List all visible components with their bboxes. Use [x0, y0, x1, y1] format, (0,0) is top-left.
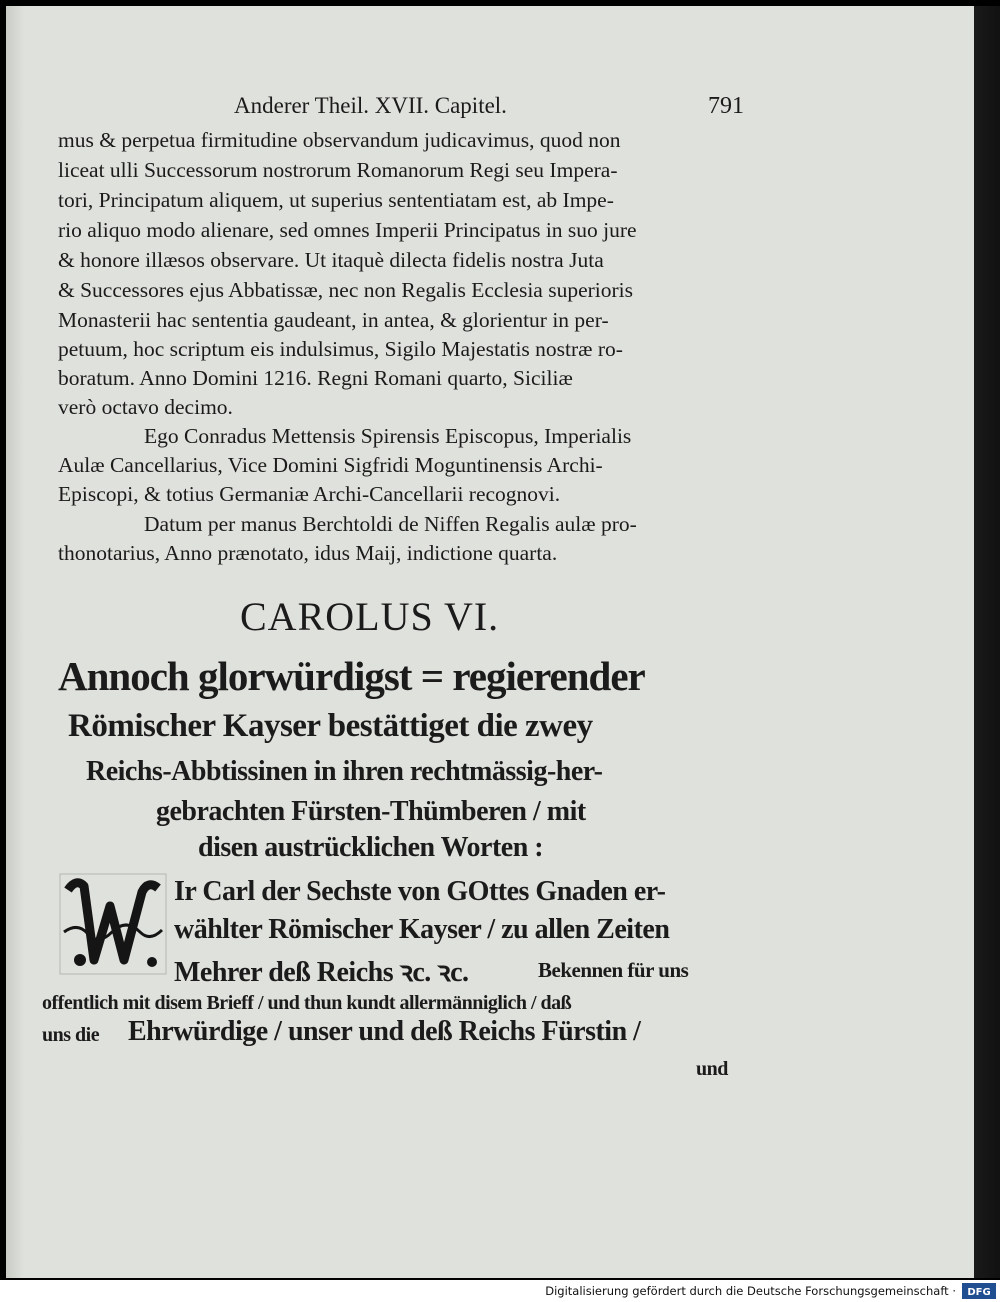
- running-head: Anderer Theil. XVII. Capitel.: [234, 93, 507, 118]
- heading-line-5: disen austrücklichen Worten :: [198, 832, 544, 863]
- dropcap-letter: W: [104, 948, 122, 968]
- latin-line-12: Aulæ Cancellarius, Vice Domini Sigfridi Moguntinensis Archi-: [58, 453, 603, 477]
- latin-line-7: Monasterii hac sententia gaudeant, in antea, & glorientur in per-: [58, 308, 609, 332]
- ornamental-initial-w: [58, 872, 168, 976]
- latin-line-5: & honore illæsos observare. Ut itaquè dilecta fidelis nostra Juta: [58, 248, 604, 272]
- body-line-1: Ir Carl der Sechste von GOttes Gnaden er-: [174, 876, 666, 907]
- latin-line-10: verò octavo decimo.: [58, 395, 233, 419]
- body-line-3a: Mehrer deß Reichs ꝛc. ꝛc.: [174, 957, 469, 988]
- latin-line-1: mus & perpetua firmitudine observandum judicavimus, quod non: [58, 128, 621, 152]
- scanned-page: [6, 6, 974, 1278]
- body-line-2: wählter Römischer Kayser / zu allen Zeiten: [174, 914, 670, 945]
- body-line-5a: uns die: [42, 1024, 100, 1046]
- footer-bar: [0, 1280, 1000, 1302]
- latin-line-13: Episcopi, & totius Germaniæ Archi-Cancellarii recognovi.: [58, 482, 561, 506]
- latin-line-15: thonotarius, Anno prænotato, idus Maij, indictione quarta.: [58, 541, 558, 565]
- latin-line-8: petuum, hoc scriptum eis indulsimus, Sigilo Majestatis nostræ ro-: [58, 337, 623, 361]
- latin-line-9: boratum. Anno Domini 1216. Regni Romani quarto, Siciliæ: [58, 366, 573, 390]
- body-line-3b: Bekennen für uns: [538, 958, 689, 982]
- page-number: 791: [708, 93, 744, 119]
- latin-line-3: tori, Principatum aliquem, ut superius sententiatam est, ab Impe-: [58, 188, 614, 212]
- catchword: und: [696, 1058, 728, 1080]
- latin-line-14: Datum per manus Berchtoldi de Niffen Regalis aulæ pro-: [144, 512, 637, 536]
- heading-line-3: Reichs-Abbtissinen in ihren rechtmässig-her-: [86, 756, 603, 787]
- latin-line-2: liceat ulli Successorum nostrorum Romanorum Regi seu Impera-: [58, 158, 618, 182]
- book-spine-edge: [974, 6, 1000, 1278]
- heading-line-4: gebrachten Fürsten-Thümberen / mit: [156, 796, 586, 827]
- dfg-logo: [962, 1283, 996, 1299]
- dfg-logo-text: DFG: [967, 1287, 991, 1298]
- latin-line-4: rio aliquo modo alienare, sed omnes Imperii Principatus in suo jure: [58, 218, 637, 242]
- body-line-4: offentlich mit disem Brieff / und thun kundt allermänniglich / daß: [42, 992, 572, 1014]
- heading-line-1: Annoch glorwürdigst = regierender: [58, 653, 645, 699]
- body-line-5b: Ehrwürdige / unser und deß Reichs Fürstin /: [128, 1016, 641, 1047]
- latin-line-6: & Successores ejus Abbatissæ, nec non Regalis Ecclesia superioris: [58, 278, 634, 302]
- funding-notice: Digitalisierung gefördert durch die Deutsche Forschungsgemeinschaft ·: [545, 1284, 956, 1298]
- section-title: CAROLUS VI.: [240, 594, 500, 639]
- heading-line-2: Römischer Kayser bestättiget die zwey: [68, 708, 593, 744]
- latin-line-11: Ego Conradus Mettensis Spirensis Episcopus, Imperialis: [144, 424, 632, 448]
